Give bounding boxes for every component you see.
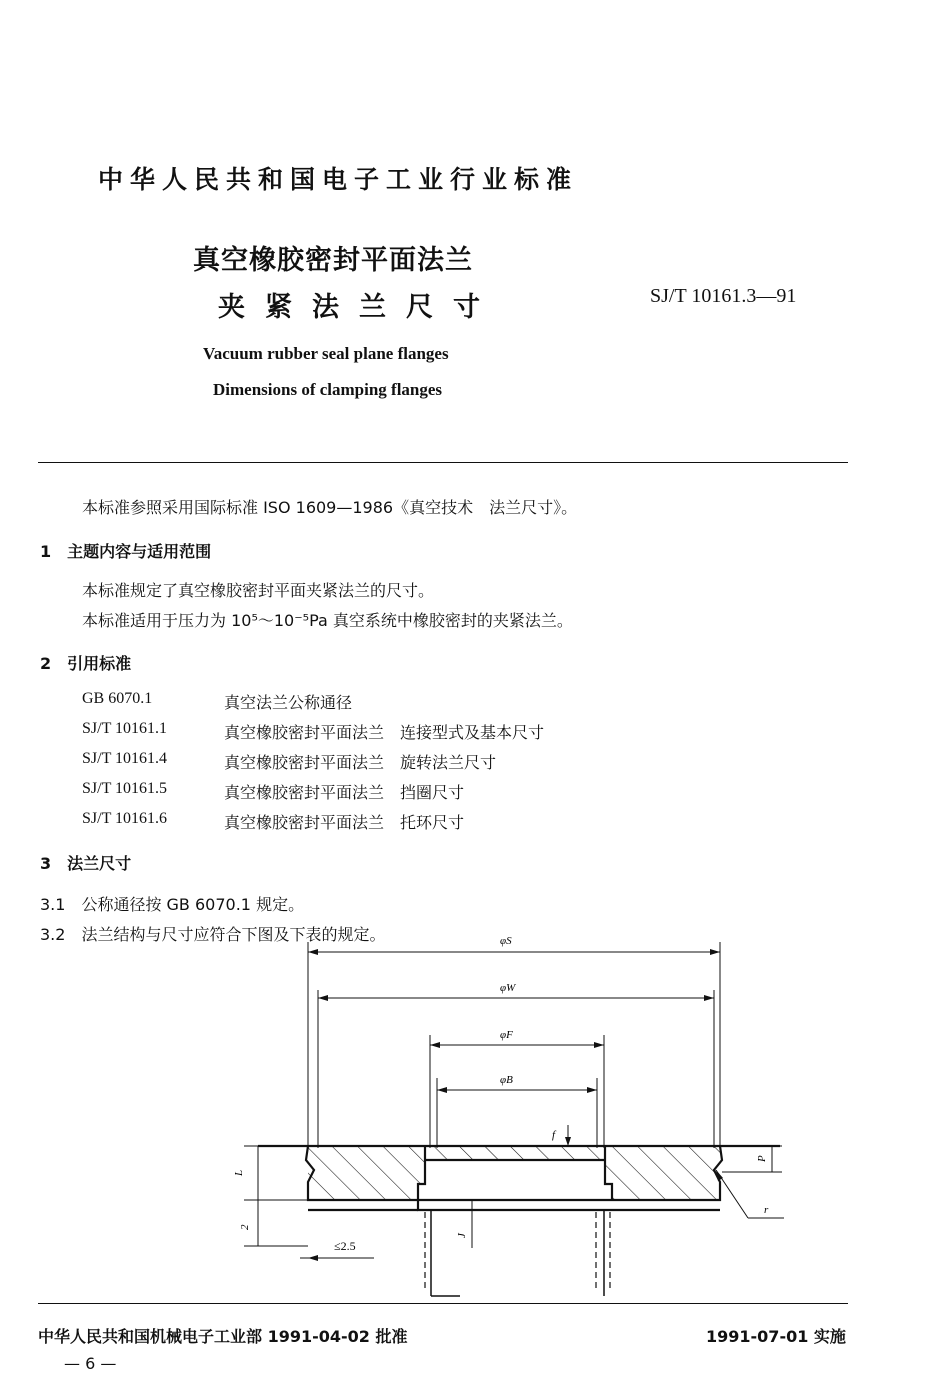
ref-code: SJ/T 10161.5 [82,780,168,797]
page-number: — 6 — [64,1354,117,1373]
section3-heading: 3 法兰尺寸 [40,854,132,873]
intro-text: 本标准参照采用国际标准 ISO 1609—1986《真空技术 法兰尺寸》。 [82,498,578,517]
implementation-date: 1991-07-01 实施 [706,1327,846,1346]
label-2: 2 [239,1224,251,1230]
section3-item2: 3.2 法兰结构与尺寸应符合下图及下表的规定。 [40,925,386,944]
ref-code: SJ/T 10161.1 [82,720,168,737]
label-f: f [552,1129,556,1141]
section1-heading: 1 主题内容与适用范围 [40,542,212,561]
ref-title: 真空橡胶密封平面法兰 挡圈尺寸 [224,783,465,802]
label-le25: ≤2.5 [334,1239,356,1253]
section2-heading: 2 引用标准 [40,654,132,673]
ref-title: 真空橡胶密封平面法兰 旋转法兰尺寸 [224,753,497,772]
section1-para1: 本标准规定了真空橡胶密封平面夹紧法兰的尺寸。 [82,581,435,600]
label-W: φW [500,982,516,994]
ref-code: SJ/T 10161.6 [82,810,168,827]
label-B: φB [500,1074,513,1086]
approval-line: 中华人民共和国机械电子工业部 1991-04-02 批准 [38,1327,408,1346]
label-L: L [233,1169,245,1176]
title-cn-line2: 夹紧法兰尺寸 [218,292,500,323]
standard-code: SJ/T 10161.3—91 [650,285,797,307]
ref-title: 真空橡胶密封平面法兰 托环尺寸 [224,813,465,832]
label-P: P [756,1155,768,1162]
label-r: r [764,1204,769,1216]
label-F: φF [500,1029,513,1041]
ref-title: 真空法兰公称通径 [224,693,353,712]
ref-code: GB 6070.1 [82,690,153,707]
standard-organization: 中华人民共和国电子工业行业标准 [98,165,579,194]
title-en-line1: Vacuum rubber seal plane flanges [203,344,449,363]
ref-code: SJ/T 10161.4 [82,750,168,767]
ref-title: 真空橡胶密封平面法兰 连接型式及基本尺寸 [224,723,545,742]
section3-item1: 3.1 公称通径按 GB 6070.1 规定。 [40,895,305,914]
title-en-line2: Dimensions of clamping flanges [213,380,443,399]
title-cn-line1: 真空橡胶密封平面法兰 [193,245,473,276]
label-S: φS [500,935,512,947]
section1-para2: 本标准适用于压力为 10⁵～10⁻⁵Pa 真空系统中橡胶密封的夹紧法兰。 [82,611,573,630]
bottom-rule [38,1303,848,1304]
label-J: J [456,1233,468,1238]
